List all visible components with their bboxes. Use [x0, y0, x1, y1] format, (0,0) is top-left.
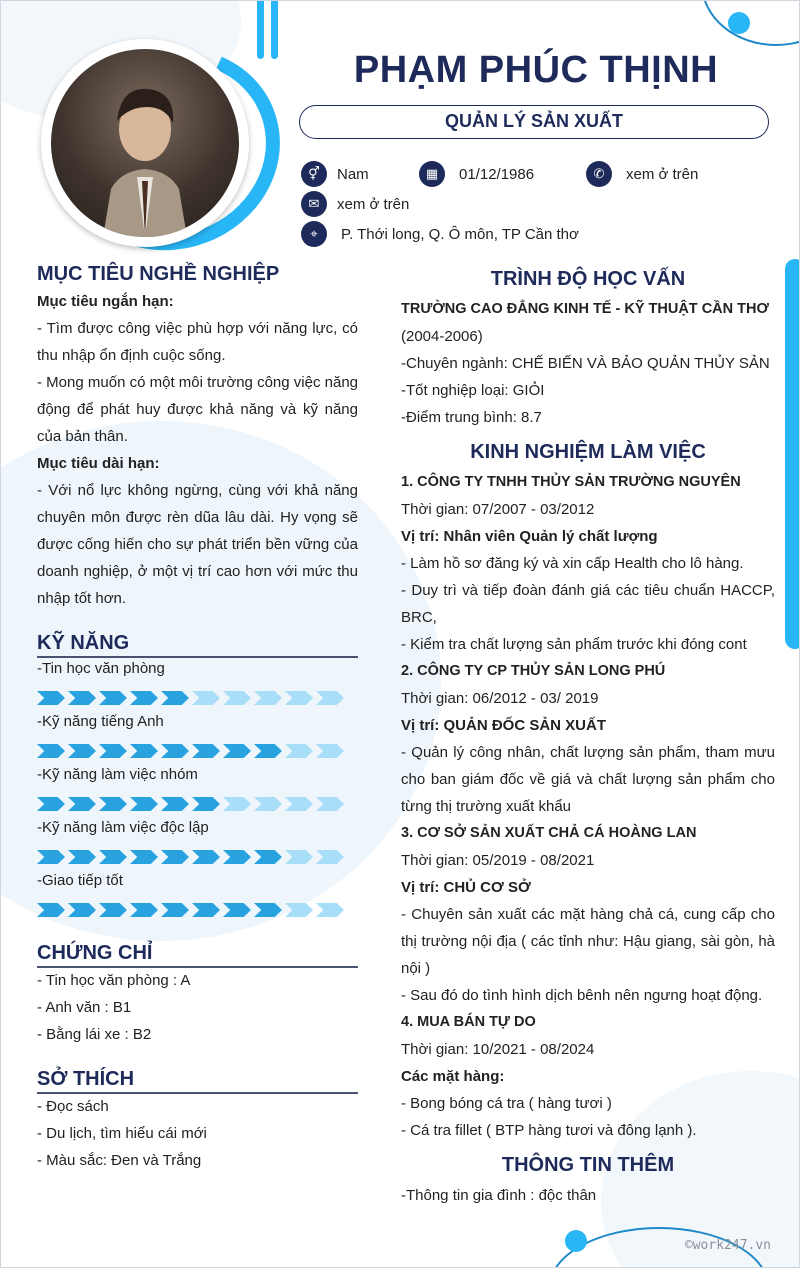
skill-level-bar [37, 691, 344, 705]
corner-dot-bottom [565, 1230, 587, 1252]
skill-chevron-filled [254, 903, 282, 917]
skill-chevron-filled [223, 850, 251, 864]
company-4-time: Thời gian: 10/2021 - 08/2024 [401, 1041, 595, 1058]
skill-chevron-empty [285, 850, 313, 864]
skill-chevron-filled [161, 850, 189, 864]
corner-arc-top [701, 0, 800, 46]
company-1-name: 1. CÔNG TY TNHH THỦY SẢN TRƯỜNG NGUYÊN [401, 474, 741, 490]
skill-chevron-filled [37, 691, 65, 705]
skill-chevron-filled [68, 903, 96, 917]
skill-chevron-filled [68, 850, 96, 864]
education-heading: TRÌNH ĐỘ HỌC VẤN [490, 268, 686, 290]
top-bar-2 [271, 1, 278, 59]
skill-chevron-filled [68, 797, 96, 811]
skills-divider [37, 656, 358, 658]
skill-chevron-filled [161, 903, 189, 917]
education-school: TRƯỜNG CAO ĐẲNG KINH TẾ - KỸ THUẬT CẦN THƠ [401, 301, 769, 317]
skill-chevron-filled [37, 850, 65, 864]
education-major: -Chuyên ngành: CHẾ BIẾN VÀ BẢO QUẢN THỦY SẢN [401, 355, 770, 372]
skill-chevron-filled [192, 797, 220, 811]
skill-chevron-empty [316, 797, 344, 811]
side-bar-right [785, 259, 800, 649]
skill-chevron-empty [254, 691, 282, 705]
skill-chevron-filled [192, 903, 220, 917]
gender-row [301, 161, 369, 187]
skill-level-bar [37, 850, 344, 864]
phone-row [586, 161, 698, 187]
skill-chevron-filled [223, 744, 251, 758]
candidate-name: PHẠM PHÚC THỊNH [353, 49, 719, 91]
education-years: (2004-2006) [401, 328, 483, 345]
envelope-icon: ✉ [301, 191, 327, 217]
calendar-icon: ▦ [419, 161, 445, 187]
address-row [301, 221, 579, 247]
skill-chevron-filled [99, 903, 127, 917]
objective-long-title: Mục tiêu dài hạn: [37, 455, 160, 472]
skill-chevron-filled [254, 744, 282, 758]
skill-chevron-empty [285, 691, 313, 705]
company-1-duty: - Kiểm tra chất lượng sản phẩm trước khi đóng cont [401, 636, 747, 653]
location-pin-icon: ⌖ [301, 221, 327, 247]
certificate-item: - Anh văn : B1 [37, 999, 132, 1016]
hobby-item: - Du lịch, tìm hiểu cái mới [37, 1125, 207, 1142]
corner-dot-top [728, 12, 750, 34]
company-4-name: 4. MUA BÁN TỰ DO [401, 1014, 536, 1030]
avatar-photo [51, 49, 239, 237]
skills-heading: KỸ NĂNG [37, 632, 130, 654]
skill-label: -Kỹ năng làm việc độc lập [37, 819, 209, 836]
gender-text: Nam [337, 165, 369, 183]
skill-chevron-filled [68, 744, 96, 758]
skill-chevron-filled [130, 903, 158, 917]
experience-heading: KINH NGHIỆM LÀM VIỆC [470, 441, 706, 463]
certificates-heading: CHỨNG CHỈ [37, 942, 153, 964]
skill-chevron-filled [99, 797, 127, 811]
email-text: xem ở trên [337, 195, 410, 213]
skill-chevron-filled [130, 797, 158, 811]
skill-chevron-empty [223, 797, 251, 811]
company-4-item: - Bong bóng cá tra ( hàng tươi ) [401, 1095, 612, 1112]
company-1-role: Vị trí: Nhân viên Quản lý chất lượng [401, 528, 658, 545]
education-gpa: -Điểm trung bình: 8.7 [401, 409, 542, 426]
skill-level-bar [37, 903, 344, 917]
extra-heading: THÔNG TIN THÊM [501, 1154, 675, 1176]
skill-chevron-filled [99, 850, 127, 864]
skill-chevron-filled [37, 744, 65, 758]
skill-chevron-filled [254, 850, 282, 864]
objective-long-1: - Với nổ lực không ngừng, cùng với khả năng chuyên môn được rèn dũa lâu dài. Hy vọng sẽ được cống hiến cho sự phát triển bền vững của doanh nghiệp, ở một vị trí cao hơn với mức thu nhập tốt hơn. [37, 482, 358, 607]
phone-text: xem ở trên [626, 165, 699, 183]
skill-chevron-filled [223, 903, 251, 917]
objective-short-2: - Mong muốn có một môi trường công việc năng động để phát huy được khả năng và kỹ năng của bản thân. [37, 374, 358, 445]
hobby-item: - Đọc sách [37, 1098, 109, 1115]
certificate-item: - Tin học văn phòng : A [37, 972, 191, 989]
company-1-duty: - Duy trì và tiếp đoàn đánh giá các tiêu chuẩn HACCP, BRC, [401, 582, 775, 626]
company-3-duty: - Chuyên sản xuất các mặt hàng chả cá, cung cấp cho thị trường nội địa ( các tỉnh như: Hậu giang, sài gòn, hà nội ) [401, 906, 775, 977]
company-1-time: Thời gian: 07/2007 - 03/2012 [401, 501, 595, 518]
person-silhouette-icon [51, 49, 239, 237]
skill-chevron-filled [161, 744, 189, 758]
company-4-item: - Cá tra fillet ( BTP hàng tươi và đông lạnh ). [401, 1122, 697, 1139]
company-1-duty: - Làm hồ sơ đăng ký và xin cấp Health cho lô hàng. [401, 555, 744, 572]
company-3-name: 3. CƠ SỞ SẢN XUẤT CHẢ CÁ HOÀNG LAN [401, 825, 697, 841]
skill-chevron-filled [68, 691, 96, 705]
avatar [41, 39, 257, 247]
skill-chevron-filled [99, 691, 127, 705]
company-3-time: Thời gian: 05/2019 - 08/2021 [401, 852, 595, 869]
skill-chevron-filled [161, 797, 189, 811]
skill-chevron-empty [316, 903, 344, 917]
email-row [301, 191, 409, 217]
birthday-text: 01/12/1986 [459, 165, 535, 183]
certificate-item: - Bằng lái xe : B2 [37, 1026, 152, 1043]
company-2-name: 2. CÔNG TY CP THỦY SẢN LONG PHÚ [401, 663, 666, 679]
hobby-item: - Màu sắc: Đen và Trắng [37, 1152, 202, 1169]
skill-chevron-empty [285, 903, 313, 917]
skill-chevron-empty [254, 797, 282, 811]
objective-short-1: - Tìm được công việc phù hợp với năng lực, có thu nhập ổn định cuộc sống. [37, 320, 358, 364]
skill-chevron-filled [99, 744, 127, 758]
skill-chevron-empty [192, 691, 220, 705]
skill-chevron-filled [37, 903, 65, 917]
skill-chevron-filled [161, 691, 189, 705]
phone-icon: ✆ [586, 161, 612, 187]
gender-icon: ⚥ [301, 161, 327, 187]
skill-label: -Kỹ năng tiếng Anh [37, 713, 164, 730]
address-text: P. Thới long, Q. Ô môn, TP Cần thơ [341, 225, 579, 243]
job-title-badge: QUẢN LÝ SẢN XUẤT [299, 105, 769, 139]
education-grade: -Tốt nghiệp loại: GIỎI [401, 382, 545, 399]
skill-chevron-filled [192, 744, 220, 758]
watermark: ©work247.vn [684, 1238, 771, 1253]
skill-chevron-empty [316, 850, 344, 864]
skill-chevron-empty [285, 797, 313, 811]
company-4-role: Các mặt hàng: [401, 1068, 505, 1085]
skill-chevron-empty [316, 691, 344, 705]
company-3-duty: - Sau đó do tình hình dịch bênh nên ngưng hoạt động. [401, 987, 763, 1004]
company-2-time: Thời gian: 06/2012 - 03/ 2019 [401, 690, 599, 707]
skill-chevron-filled [37, 797, 65, 811]
extra-family: -Thông tin gia đình : độc thân [401, 1187, 597, 1204]
skill-label: -Tin học văn phòng [37, 660, 165, 677]
company-2-duty: - Quản lý công nhân, chất lượng sản phẩm, tham mưu cho ban giám đốc về giá và chất lượng sản phẩm cho từng thị trường xuất khẩu [401, 744, 775, 815]
company-3-role: Vị trí: CHỦ CƠ SỞ [401, 879, 531, 896]
skill-level-bar [37, 797, 344, 811]
skill-chevron-filled [130, 850, 158, 864]
objective-short-title: Mục tiêu ngắn hạn: [37, 293, 174, 310]
skill-chevron-empty [223, 691, 251, 705]
birthday-row [419, 161, 534, 187]
skill-label: -Giao tiếp tốt [37, 872, 123, 889]
objective-heading: MỤC TIÊU NGHỀ NGHIỆP [37, 263, 280, 285]
skill-label: -Kỹ năng làm việc nhóm [37, 766, 198, 783]
hobbies-heading: SỞ THÍCH [37, 1068, 135, 1090]
skill-chevron-filled [130, 691, 158, 705]
skill-chevron-filled [130, 744, 158, 758]
skill-level-bar [37, 744, 344, 758]
skill-chevron-empty [316, 744, 344, 758]
skill-chevron-empty [285, 744, 313, 758]
company-2-role: Vị trí: QUẢN ĐỐC SẢN XUẤT [401, 717, 607, 734]
top-bar-1 [257, 1, 264, 59]
skill-chevron-filled [192, 850, 220, 864]
